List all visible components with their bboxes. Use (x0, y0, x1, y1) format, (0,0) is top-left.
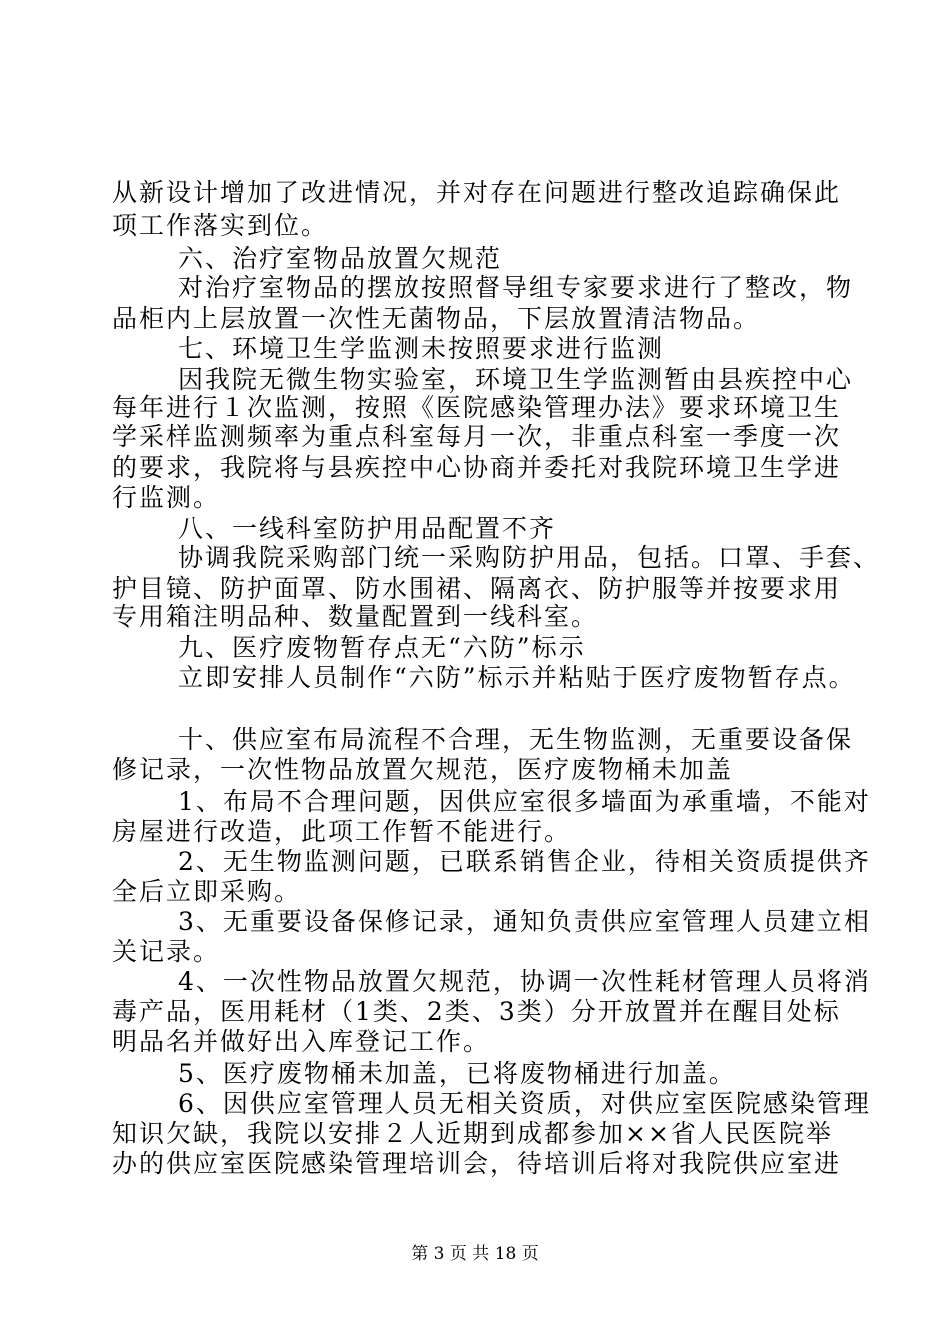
text-line: 协调我院采购部门统一采购防护用品，包括。口罩、手套、 (178, 543, 881, 572)
list-item: 4、一次性物品放置欠规范，协调一次性耗材管理人员将消 (178, 967, 871, 996)
list-item: 明品名并做好出入库登记工作。 (112, 1027, 491, 1056)
text-line: 从新设计增加了改进情况，并对存在问题进行整改追踪确保此 (112, 178, 842, 207)
section-heading: 九、医疗废物暂存点无“六防”标示 (178, 633, 586, 662)
text-line: 的要求，我院将与县疾控中心协商并委托对我院环境卫生学进 (112, 453, 842, 482)
text-line: 因我院无微生物实验室，环境卫生学监测暂由县疾控中心 (178, 365, 854, 394)
list-item: 3、无重要设备保修记录，通知负责供应室管理人员建立相 (178, 907, 871, 936)
section-heading: 六、治疗室物品放置欠规范 (178, 244, 503, 273)
text-line: 对治疗室物品的摆放按照督导组专家要求进行了整改，物 (178, 273, 854, 302)
section-heading: 十、供应室布局流程不合理，无生物监测，无重要设备保 (178, 725, 854, 754)
text-line: 护目镜、防护面罩、防水围裙、隔离衣、防护服等并按要求用 (112, 574, 842, 603)
text-line: 项工作落实到位。 (112, 211, 329, 240)
text-line: 品柜内上层放置一次性无菌物品，下层放置清洁物品。 (112, 304, 761, 333)
section-heading: 八、一线科室防护用品配置不齐 (178, 514, 557, 543)
list-item: 6、因供应室管理人员无相关资质，对供应室医院感染管理 (178, 1089, 871, 1118)
page-footer: 第 3 页 共 18 页 (411, 1244, 539, 1264)
list-item: 全后立即采购。 (112, 877, 302, 906)
text-line: 专用箱注明品种、数量配置到一线科室。 (112, 602, 599, 631)
list-item: 办的供应室医院感染管理培训会，待培训后将对我院供应室进 (112, 1149, 842, 1178)
list-item: 5、医疗废物桶未加盖，已将废物桶进行加盖。 (178, 1059, 736, 1088)
text-line: 立即安排人员制作“六防”标示并粘贴于医疗废物暂存点。 (178, 663, 856, 692)
list-item: 1、布局不合理问题，因供应室很多墙面为承重墙，不能对 (178, 787, 871, 816)
section-heading: 修记录，一次性物品放置欠规范，医疗废物桶未加盖 (112, 755, 734, 784)
list-item: 关记录。 (112, 937, 221, 966)
list-item: 2、无生物监测问题，已联系销售企业，待相关资质提供齐 (178, 847, 871, 876)
text-line: 行监测。 (112, 483, 221, 512)
list-item: 知识欠缺，我院以安排２人近期到成都参加××省人民医院举 (112, 1119, 833, 1148)
section-heading: 七、环境卫生学监测未按照要求进行监测 (178, 334, 665, 363)
text-line: 学采样监测频率为重点科室每月一次，非重点科室一季度一次 (112, 422, 842, 451)
list-item: 房屋进行改造，此项工作暂不能进行。 (112, 817, 572, 846)
list-item: 毒产品，医用耗材（1类、2类、3类）分开放置并在醒目处标 (112, 997, 841, 1026)
text-line: 每年进行１次监测，按照《医院感染管理办法》要求环境卫生 (112, 393, 842, 422)
